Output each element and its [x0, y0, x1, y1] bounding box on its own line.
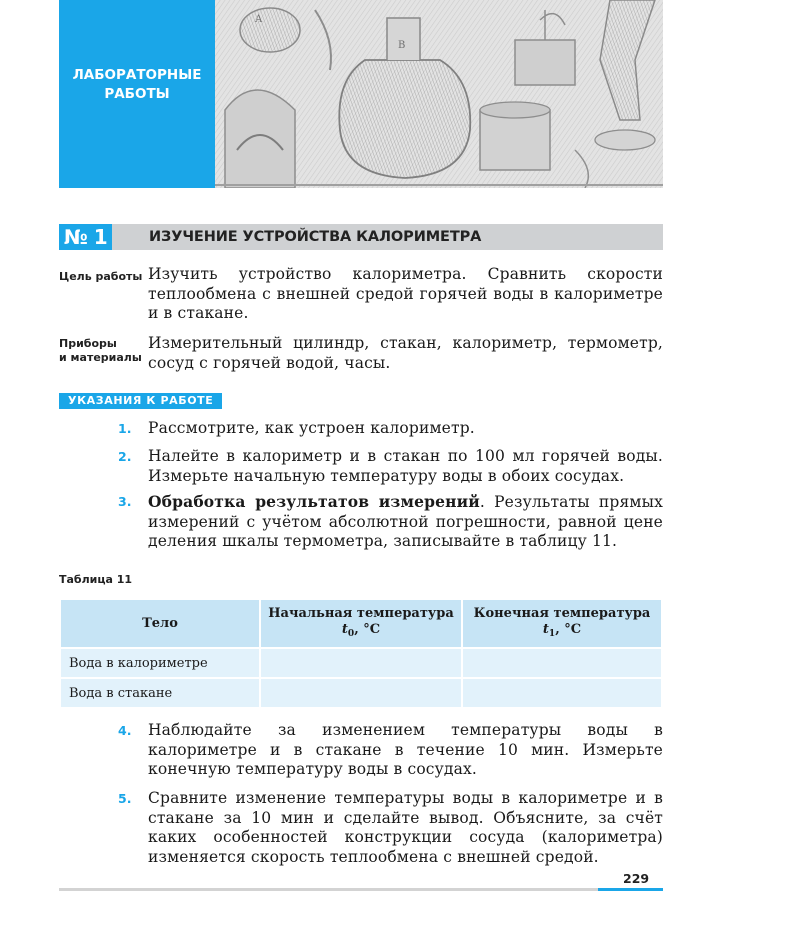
header-final-symbol: $t_1$, °C — [542, 621, 582, 639]
banner-title — [59, 66, 215, 104]
results-table — [59, 598, 663, 709]
step-bold-lead: Обработка результатов измерений — [148, 492, 480, 511]
banner-title-line1: ЛАБОРАТОРНЫЕ — [72, 67, 202, 83]
header-initial-symbol: $t_0$, °C — [341, 621, 381, 639]
lab-title: ИЗУЧЕНИЕ УСТРОЙСТВА КАЛОРИМЕТРА — [149, 229, 482, 245]
footer-rule — [59, 888, 663, 891]
engraving-label-a: A — [255, 14, 263, 25]
cell-body: Вода в калориметре — [60, 648, 260, 678]
chapter-banner — [59, 0, 663, 188]
cell-final-temp[interactable] — [462, 648, 662, 678]
cell-body: Вода в стакане — [60, 678, 260, 708]
engraving-label-b: B — [398, 40, 406, 51]
step-text — [148, 492, 663, 552]
step-number: 5. — [118, 791, 132, 806]
table-row — [60, 678, 662, 708]
equipment-label-line1: Приборы — [59, 337, 117, 350]
cell-initial-temp[interactable] — [260, 678, 462, 708]
step-number: 2. — [118, 449, 132, 464]
step-text: Наблюдайте за изменением температуры воды в калориметре и в стакане в течение 10 мин. Измерьте конечную температуру воды в сосудах. — [148, 721, 663, 778]
table-header-row — [60, 599, 662, 648]
goal-text: Изучить устройство калориметра. Сравнить скорости теплообмена с внешней средой горячей воды в калориметре и в стакане. — [148, 265, 663, 322]
step-text: Сравните изменение температуры воды в калориметре и в стакане за 10 мин и сделайте вывод. Объясните, за счёт каких особенностей конструкции сосуда (калориметра) изменяется скорость теплообмена с внешней средой. — [148, 789, 663, 866]
step-number: 3. — [118, 494, 132, 509]
page-number: 229 — [623, 871, 650, 886]
banner-title-block — [59, 0, 215, 188]
goal-label: Цель работы — [59, 270, 143, 283]
step-text: Рассмотрите, как устроен калориметр. — [148, 419, 475, 437]
table-caption: Таблица 11 — [59, 573, 133, 586]
banner-engraving-illustration — [215, 0, 663, 188]
lab-header-bar — [59, 224, 663, 250]
header-body: Тело — [60, 599, 260, 648]
footer-accent-rule — [598, 888, 663, 891]
step-number: 1. — [118, 421, 132, 436]
step-number: 4. — [118, 723, 132, 738]
step-rest: . Результаты прямых измерений с учётом абсолютной погрешности, равной цене деления шкалы термометра, записывайте в таблицу 11. — [148, 493, 663, 550]
table-row — [60, 648, 662, 678]
instructions-label: УКАЗАНИЯ К РАБОТЕ — [59, 393, 222, 409]
engraving-svg — [215, 0, 663, 188]
equipment-text: Измерительный цилиндр, стакан, калориметр, термометр, сосуд с горячей водой, часы. — [148, 334, 663, 372]
header-initial-temp — [260, 599, 462, 648]
equipment-label — [59, 337, 142, 365]
header-final-text: Конечная температура — [473, 605, 651, 621]
header-initial-text: Начальная температура — [268, 605, 454, 621]
equipment-label-line2: и материалы — [59, 351, 142, 364]
cell-final-temp[interactable] — [462, 678, 662, 708]
banner-title-line2: РАБОТЫ — [104, 86, 170, 102]
header-final-temp — [462, 599, 662, 648]
cell-initial-temp[interactable] — [260, 648, 462, 678]
lab-number: № 1 — [59, 224, 112, 250]
step-text: Налейте в калориметр и в стакан по 100 мл горячей воды. Измерьте начальную температуру воды в обоих сосудах. — [148, 447, 663, 485]
